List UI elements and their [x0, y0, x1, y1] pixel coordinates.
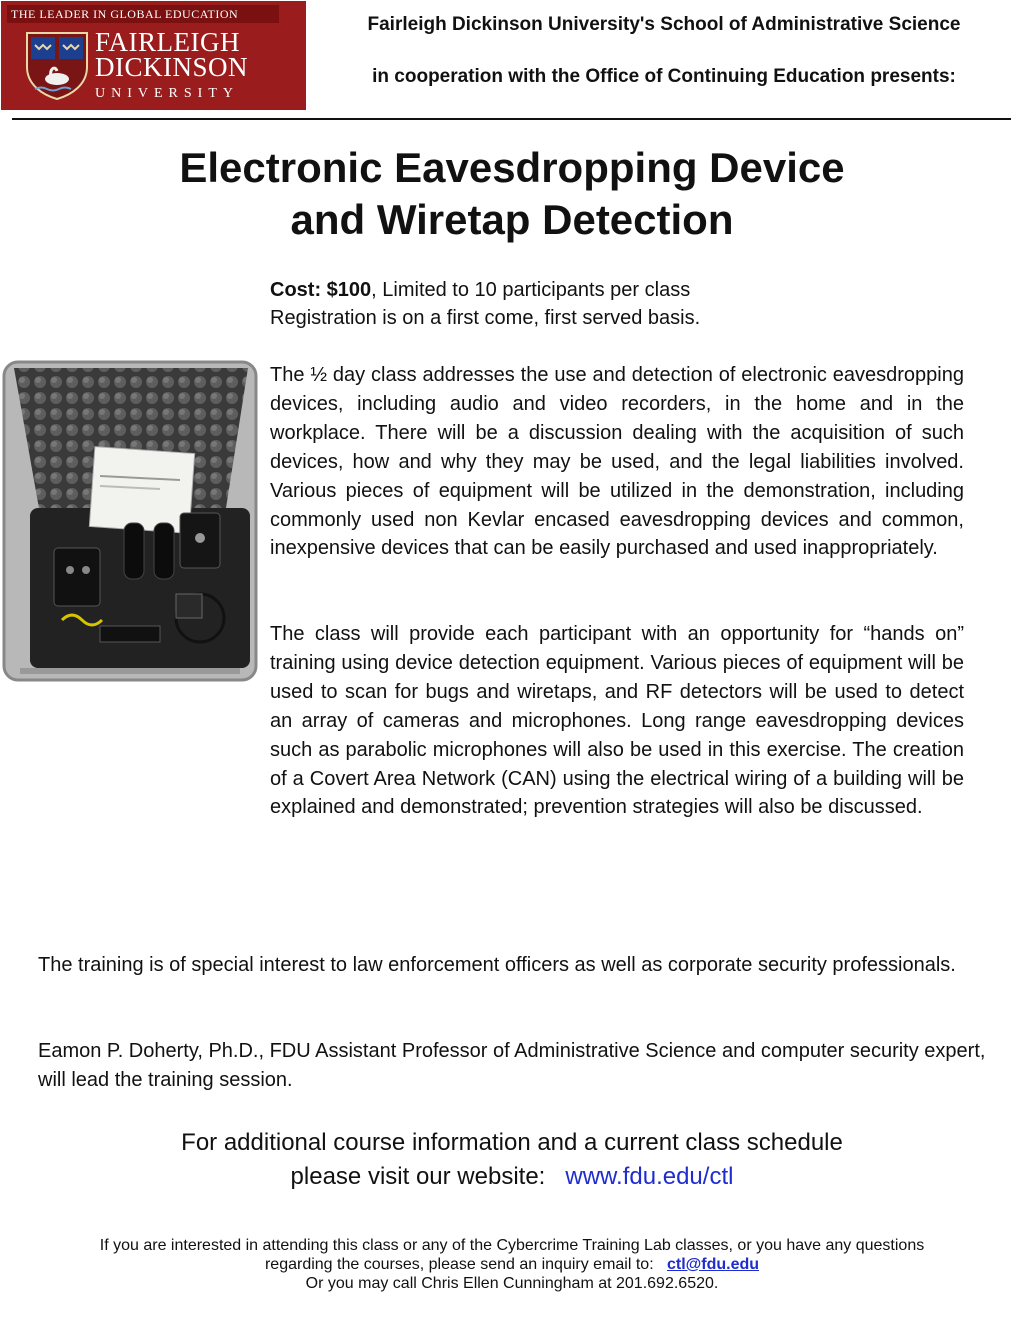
cost-label: Cost: $100 — [270, 279, 372, 301]
page-title — [0, 142, 1024, 246]
title-line-2: and Wiretap Detection — [290, 196, 734, 243]
logo-name-line-3: UNIVERSITY — [95, 86, 239, 101]
cost-block — [270, 276, 970, 332]
website-link[interactable]: www.fdu.edu/ctl — [565, 1163, 734, 1190]
equipment-case-image — [0, 358, 262, 688]
contact-email-link[interactable]: ctl@fdu.edu — [666, 1256, 760, 1273]
fdu-logo — [1, 1, 306, 110]
cost-line — [270, 276, 970, 304]
header-divider — [12, 118, 1011, 120]
logo-tagline: THE LEADER IN GLOBAL EDUCATION — [7, 5, 279, 23]
footer — [0, 1236, 1024, 1293]
header-line-2: in cooperation with the Office of Continuing Education presents: — [372, 66, 956, 87]
footer-email-prefix: regarding the courses, please send an inquiry email to: — [264, 1256, 654, 1273]
website-line-2 — [0, 1160, 1024, 1194]
header-line-1: Fairleigh Dickinson University's School of Administrative Science — [367, 14, 961, 35]
website-prefix: please visit our website: — [290, 1163, 546, 1190]
description-paragraph-2: The class will provide each participant with an opportunity for “hands on” training using device detection equipment. Various pieces of equipment will be used to scan for bugs and wiretaps, and RF detectors will be used to detect an array of cameras and microphones. Long range eavesdropping devices such as parabolic microphones will also be used in this exercise. The creation of a Covert Area Network (CAN) using the electrical wiring of a building will be explained and demonstrated; prevention strategies will also be discussed. — [270, 623, 964, 819]
title-line-1: Electronic Eavesdropping Device — [179, 144, 845, 191]
website-block — [0, 1126, 1024, 1194]
footer-line-2 — [0, 1255, 1024, 1274]
footer-line-1: If you are interested in attending this class or any of the Cybercrime Training Lab classes, or you have any questions — [99, 1237, 925, 1254]
registration-note: Registration is on a first come, first served basis. — [270, 307, 701, 329]
description-paragraph-1: The ½ day class addresses the use and detection of electronic eavesdropping devices, including audio and video recorders, in the home and in the workplace. There will be a discussion dealing with the acquisition of such devices, how and why they may be used, and the legal liabilities involved. Various pieces of equipment will be utilized in the demonstration, including commonly used non Kevlar encased eavesdropping devices and common, inexpensive devices that can be easily purchased and used inappropriately. — [270, 364, 964, 560]
participant-limit: , Limited to 10 participants per class — [371, 279, 691, 301]
logo-name-line-1: FAIRLEIGH — [95, 27, 240, 57]
website-line-1: For additional course information and a current class schedule — [181, 1129, 843, 1156]
footer-line-3: Or you may call Chris Ellen Cunningham at 201.692.6520. — [305, 1275, 719, 1292]
audience-note: The training is of special interest to law enforcement officers as well as corporate security professionals. — [38, 954, 956, 976]
instructor-note: Eamon P. Doherty, Ph.D., FDU Assistant Professor of Administrative Science and computer security expert, will lead the training session. — [38, 1040, 986, 1091]
logo-name-line-2: DICKINSON — [95, 52, 248, 82]
university-crest-icon — [21, 29, 93, 101]
